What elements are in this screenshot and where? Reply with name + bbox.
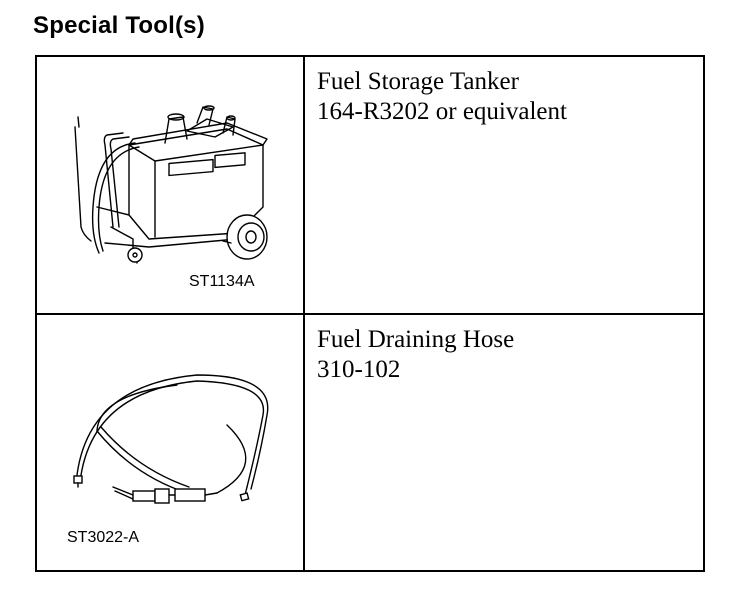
page-title: Special Tool(s) <box>33 12 205 39</box>
tool-part-number: 310-102 <box>317 356 401 383</box>
tool-name: Fuel Storage Tanker <box>317 68 519 95</box>
figure-code: ST1134A <box>189 273 255 290</box>
tool-description-cell <box>304 56 704 314</box>
table-row <box>36 56 704 314</box>
tool-image-cell <box>36 56 304 314</box>
figure-code: ST3022-A <box>67 529 140 546</box>
tool-part-number: 164-R3202 or equivalent <box>317 98 567 125</box>
special-tools-table <box>35 55 705 572</box>
tool-description-cell <box>304 314 704 571</box>
tool-image-cell <box>36 314 304 571</box>
tool-name: Fuel Draining Hose <box>317 326 515 353</box>
fuel-storage-tanker-illustration <box>37 57 305 315</box>
table-row <box>36 314 704 571</box>
